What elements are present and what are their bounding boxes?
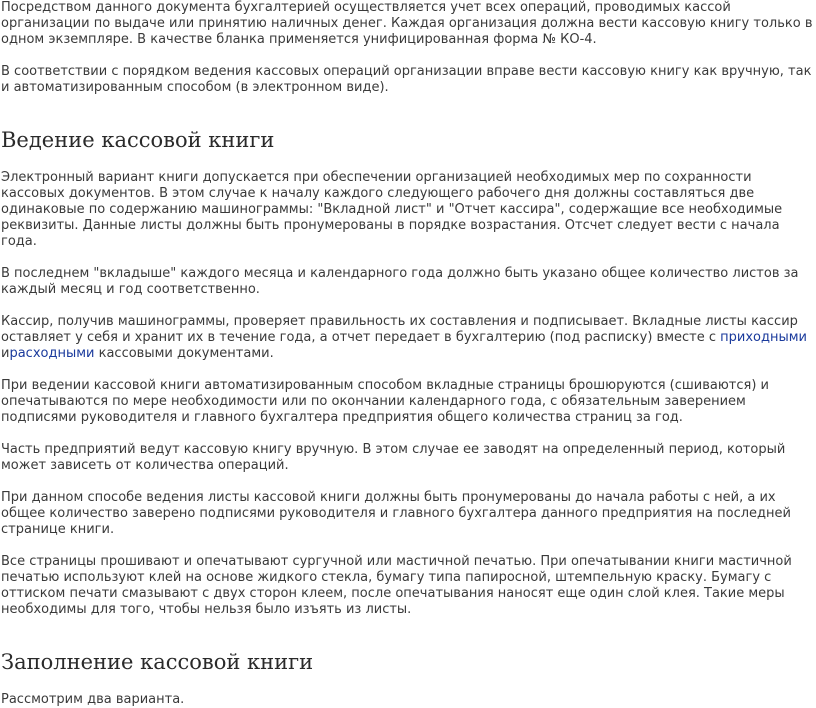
paragraph-cashier-conj: и bbox=[1, 346, 10, 361]
paragraph-automated-binding: При ведении кассовой книги автоматизированным способом вкладные страницы брошюруются (сшиваются) и опечатываются по мере необходимости или по окончании календарного года, с обязательным заверением подписями руководителя и главного бухгалтера предприятия общего количества страниц за год. bbox=[1, 378, 769, 425]
link-outgoing-documents[interactable]: расходными bbox=[9, 346, 95, 361]
paragraph-cashier-end: кассовыми документами. bbox=[94, 346, 274, 361]
paragraph-intro: Посредством данного документа бухгалтерией осуществляется учет всех операций, проводимых кассой организации по выдаче или принятию наличных денег. Каждая организация должна вести кассовую книгу только в одном экземпляре. В качестве бланка применяется унифицированная форма № КО-4. bbox=[1, 0, 813, 47]
link-incoming-documents[interactable]: приходными bbox=[720, 330, 807, 345]
paragraph-sealing: Все страницы прошивают и опечатывают сургучной или мастичной печатью. При опечатывании книги мастичной печатью используют клей на основе жидкого стекла, бумагу типа папиросной, штемпельную краску. Бумагу с оттиском печати смазывают с двух сторон клеем, после опечатывания наносят еще один слой клея. Такие меры необходимы для того, чтобы нельзя было изъять из листы. bbox=[1, 554, 792, 617]
paragraph-insert-sheets: В последнем "вкладыше" каждого месяца и календарного года должно быть указано общее количество листов за каждый месяц и год соответственно. bbox=[1, 266, 799, 297]
heading-filling-cashbook: Заполнение кассовой книги bbox=[1, 650, 314, 674]
paragraph-manual: Часть предприятий ведут кассовую книгу вручную. В этом случае ее заводят на определенный период, который может зависеть от количества операций. bbox=[1, 442, 786, 473]
paragraph-numbering: При данном способе ведения листы кассовой книги должны быть пронумерованы до начала работы с ней, а их общее количество заверено подписями руководителя и главного бухгалтера данного предприятия на последней странице книги. bbox=[1, 490, 791, 537]
paragraph-methods: В соответствии с порядком ведения кассовых операций организации вправе вести кассовую книгу как вручную, так и автоматизированным способом (в электронном виде). bbox=[1, 64, 812, 95]
paragraph-cashier-text: Кассир, получив машинограммы, проверяет правильность их составления и подписывает. Вкладные листы кассир оставляет у себя и хранит их в течение года, а отчет передает в бухгалтерию (под расписку) вместе с bbox=[1, 314, 798, 345]
paragraph-two-options: Рассмотрим два варианта. bbox=[1, 692, 185, 707]
paragraph-electronic: Электронный вариант книги допускается при обеспечении организацией необходимых мер по сохранности кассовых документов. В этом случае к началу каждого следующего рабочего дня должны составляться две одинаковые по содержанию машинограммы: "Вкладной лист" и "Отчет кассира", содержащие все необходимые реквизиты. Данные листы должны быть пронумерованы в порядке возрастания. Отсчет следует вести с начала года. bbox=[1, 170, 783, 249]
paragraph-cashier bbox=[1, 314, 813, 362]
heading-cashbook-keeping: Ведение кассовой книги bbox=[1, 128, 275, 152]
